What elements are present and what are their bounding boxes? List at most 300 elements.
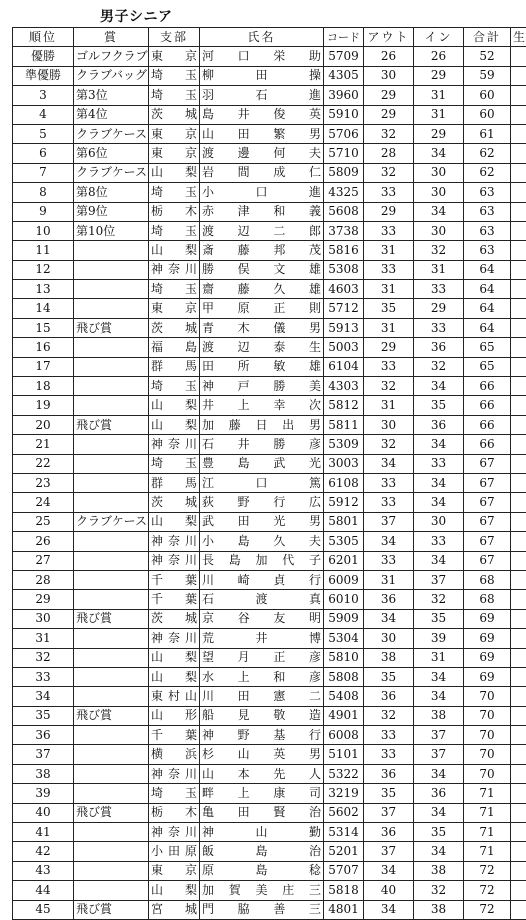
rank-cell: 13 — [13, 280, 74, 299]
code-cell: 6008 — [324, 726, 364, 745]
code-cell: 6010 — [324, 590, 364, 609]
extra-cell — [511, 842, 526, 861]
total-cell: 69 — [464, 667, 511, 686]
rank-cell: 19 — [13, 396, 74, 415]
name-cell: 柳田操 — [200, 66, 324, 85]
table-row — [13, 726, 526, 745]
name-cell: 飯島治 — [200, 842, 324, 861]
code-cell: 6009 — [324, 570, 364, 589]
in-cell: 35 — [414, 396, 464, 415]
code-cell: 6104 — [324, 357, 364, 376]
header-rank: 順位 — [13, 28, 74, 47]
branch-cell: 埼玉 — [149, 454, 200, 473]
extra-cell — [511, 861, 526, 880]
extra-cell — [511, 105, 526, 124]
branch-cell: 山梨 — [149, 881, 200, 900]
branch-cell: 千葉 — [149, 570, 200, 589]
table-row — [13, 842, 526, 861]
table-row — [13, 105, 526, 124]
table-row — [13, 454, 526, 473]
rank-cell: 22 — [13, 454, 74, 473]
total-cell: 64 — [464, 280, 511, 299]
table-row — [13, 803, 526, 822]
table-row — [13, 590, 526, 609]
out-cell: 37 — [364, 842, 414, 861]
branch-cell: 宮城 — [149, 900, 200, 919]
table-row — [13, 570, 526, 589]
branch-cell: 神奈川 — [149, 551, 200, 570]
prize-cell — [74, 280, 149, 299]
prize-cell — [74, 241, 149, 260]
name-cell: 加賀美庄三 — [200, 881, 324, 900]
table-row — [13, 823, 526, 842]
rank-cell: 34 — [13, 687, 74, 706]
table-row — [13, 377, 526, 396]
in-cell: 34 — [414, 473, 464, 492]
name-cell: 羽石進 — [200, 86, 324, 105]
name-cell: 齋藤久雄 — [200, 280, 324, 299]
out-cell: 32 — [364, 377, 414, 396]
out-cell: 31 — [364, 396, 414, 415]
branch-cell: 東京 — [149, 124, 200, 143]
name-cell: 原島稔 — [200, 861, 324, 880]
prize-cell: 飛び賞 — [74, 609, 149, 628]
header-code: コード — [324, 28, 364, 47]
total-cell: 70 — [464, 764, 511, 783]
table-row — [13, 280, 526, 299]
code-cell: 5608 — [324, 202, 364, 221]
prize-cell: 第4位 — [74, 105, 149, 124]
branch-cell: 神奈川 — [149, 764, 200, 783]
extra-cell — [511, 396, 526, 415]
total-cell: 65 — [464, 338, 511, 357]
total-cell: 71 — [464, 784, 511, 803]
name-cell: 武田光男 — [200, 512, 324, 531]
total-cell: 71 — [464, 803, 511, 822]
rank-cell: 21 — [13, 435, 74, 454]
header-prize: 賞 — [74, 28, 149, 47]
name-cell: 田所敏雄 — [200, 357, 324, 376]
name-cell: 河口栄助 — [200, 47, 324, 66]
prize-cell — [74, 823, 149, 842]
name-cell: 石渡真 — [200, 590, 324, 609]
in-cell: 29 — [414, 66, 464, 85]
extra-cell — [511, 745, 526, 764]
name-cell: 豊島武光 — [200, 454, 324, 473]
in-cell: 34 — [414, 551, 464, 570]
in-cell: 34 — [414, 144, 464, 163]
code-cell: 5308 — [324, 260, 364, 279]
table-row — [13, 144, 526, 163]
out-cell: 37 — [364, 512, 414, 531]
rank-cell: 28 — [13, 570, 74, 589]
total-cell: 68 — [464, 570, 511, 589]
extra-cell — [511, 706, 526, 725]
prize-cell — [74, 590, 149, 609]
code-cell: 5710 — [324, 144, 364, 163]
rank-cell: 7 — [13, 163, 74, 182]
out-cell: 34 — [364, 900, 414, 919]
code-cell: 5809 — [324, 163, 364, 182]
in-cell: 34 — [414, 493, 464, 512]
out-cell: 33 — [364, 745, 414, 764]
branch-cell: 横浜 — [149, 745, 200, 764]
prize-cell — [74, 338, 149, 357]
rank-cell: 42 — [13, 842, 74, 861]
table-row — [13, 415, 526, 434]
code-cell: 5408 — [324, 687, 364, 706]
total-cell: 63 — [464, 202, 511, 221]
rank-cell: 27 — [13, 551, 74, 570]
branch-cell: 東京 — [149, 861, 200, 880]
rank-cell: 35 — [13, 706, 74, 725]
total-cell: 70 — [464, 726, 511, 745]
table-row — [13, 86, 526, 105]
branch-cell: 東京 — [149, 144, 200, 163]
extra-cell — [511, 260, 526, 279]
rank-cell: 16 — [13, 338, 74, 357]
name-cell: 荒井博 — [200, 629, 324, 648]
in-cell: 34 — [414, 687, 464, 706]
extra-cell — [511, 435, 526, 454]
name-cell: 長島加代子 — [200, 551, 324, 570]
rank-cell: 18 — [13, 377, 74, 396]
rank-cell: 37 — [13, 745, 74, 764]
branch-cell: 山梨 — [149, 512, 200, 531]
table-row — [13, 493, 526, 512]
name-cell: 望月正彦 — [200, 648, 324, 667]
extra-cell — [511, 183, 526, 202]
code-cell: 3960 — [324, 86, 364, 105]
table-row — [13, 163, 526, 182]
code-cell: 4801 — [324, 900, 364, 919]
table-row — [13, 357, 526, 376]
extra-cell — [511, 280, 526, 299]
total-cell: 71 — [464, 842, 511, 861]
rank-cell: 20 — [13, 415, 74, 434]
code-cell: 5913 — [324, 318, 364, 337]
header-out: アウト — [364, 28, 414, 47]
prize-cell — [74, 648, 149, 667]
name-cell: 京谷友明 — [200, 609, 324, 628]
out-cell: 29 — [364, 86, 414, 105]
code-cell: 5322 — [324, 764, 364, 783]
out-cell: 32 — [364, 435, 414, 454]
in-cell: 37 — [414, 745, 464, 764]
rank-cell: 17 — [13, 357, 74, 376]
table-row — [13, 532, 526, 551]
branch-cell: 東村山 — [149, 687, 200, 706]
prize-cell — [74, 396, 149, 415]
name-cell: 山田繁男 — [200, 124, 324, 143]
table-row — [13, 667, 526, 686]
extra-cell — [511, 241, 526, 260]
out-cell: 33 — [364, 183, 414, 202]
table-row — [13, 784, 526, 803]
rank-cell: 25 — [13, 512, 74, 531]
total-cell: 66 — [464, 415, 511, 434]
rank-cell: 11 — [13, 241, 74, 260]
extra-cell — [511, 377, 526, 396]
in-cell: 34 — [414, 667, 464, 686]
out-cell: 34 — [364, 532, 414, 551]
code-cell: 5910 — [324, 105, 364, 124]
name-cell: 亀田賢治 — [200, 803, 324, 822]
prize-cell: 飛び賞 — [74, 803, 149, 822]
prize-cell: 第6位 — [74, 144, 149, 163]
out-cell: 32 — [364, 163, 414, 182]
in-cell: 29 — [414, 299, 464, 318]
table-row — [13, 609, 526, 628]
table-row — [13, 66, 526, 85]
name-cell: 渡邊何夫 — [200, 144, 324, 163]
extra-cell — [511, 66, 526, 85]
in-cell: 34 — [414, 803, 464, 822]
code-cell: 5816 — [324, 241, 364, 260]
prize-cell: 第3位 — [74, 86, 149, 105]
total-cell: 59 — [464, 66, 511, 85]
branch-cell: 埼玉 — [149, 280, 200, 299]
prize-cell: クラブケース — [74, 124, 149, 143]
table-row — [13, 648, 526, 667]
branch-cell: 埼玉 — [149, 784, 200, 803]
code-cell: 5811 — [324, 415, 364, 434]
out-cell: 30 — [364, 66, 414, 85]
extra-cell — [511, 570, 526, 589]
out-cell: 36 — [364, 687, 414, 706]
out-cell: 30 — [364, 629, 414, 648]
out-cell: 35 — [364, 299, 414, 318]
prize-cell: 第10位 — [74, 221, 149, 240]
extra-cell — [511, 823, 526, 842]
page-title: 男子シニア — [100, 6, 173, 26]
total-cell: 60 — [464, 86, 511, 105]
branch-cell: 山梨 — [149, 667, 200, 686]
total-cell: 66 — [464, 396, 511, 415]
prize-cell — [74, 473, 149, 492]
out-cell: 33 — [364, 493, 414, 512]
table-row — [13, 745, 526, 764]
in-cell: 38 — [414, 861, 464, 880]
table-row — [13, 221, 526, 240]
extra-cell — [511, 318, 526, 337]
branch-cell: 茨城 — [149, 318, 200, 337]
table-row — [13, 124, 526, 143]
name-cell: 勝俣文雄 — [200, 260, 324, 279]
table-row — [13, 512, 526, 531]
extra-cell — [511, 784, 526, 803]
code-cell: 4325 — [324, 183, 364, 202]
total-cell: 72 — [464, 861, 511, 880]
out-cell: 33 — [364, 551, 414, 570]
rank-cell: 26 — [13, 532, 74, 551]
code-cell: 5201 — [324, 842, 364, 861]
name-cell: 門脇善三 — [200, 900, 324, 919]
out-cell: 29 — [364, 105, 414, 124]
code-cell: 5706 — [324, 124, 364, 143]
code-cell: 5810 — [324, 648, 364, 667]
out-cell: 34 — [364, 454, 414, 473]
prize-cell — [74, 260, 149, 279]
prize-cell: 第8位 — [74, 183, 149, 202]
code-cell: 3003 — [324, 454, 364, 473]
in-cell: 30 — [414, 163, 464, 182]
extra-cell — [511, 144, 526, 163]
name-cell: 小島久夫 — [200, 532, 324, 551]
header-branch: 支部 — [149, 28, 200, 47]
name-cell: 神山勤 — [200, 823, 324, 842]
table-row — [13, 435, 526, 454]
header-name: 氏名 — [200, 28, 324, 47]
out-cell: 29 — [364, 202, 414, 221]
name-cell: 畔上康司 — [200, 784, 324, 803]
out-cell: 37 — [364, 803, 414, 822]
prize-cell: 飛び賞 — [74, 900, 149, 919]
extra-cell — [511, 512, 526, 531]
out-cell: 33 — [364, 473, 414, 492]
code-cell: 5812 — [324, 396, 364, 415]
total-cell: 72 — [464, 900, 511, 919]
branch-cell: 埼玉 — [149, 377, 200, 396]
total-cell: 70 — [464, 745, 511, 764]
out-cell: 33 — [364, 260, 414, 279]
branch-cell: 山形 — [149, 706, 200, 725]
header-in: イン — [414, 28, 464, 47]
branch-cell: 群馬 — [149, 357, 200, 376]
in-cell: 34 — [414, 435, 464, 454]
name-cell: 井上幸次 — [200, 396, 324, 415]
table-row — [13, 629, 526, 648]
total-cell: 68 — [464, 590, 511, 609]
total-cell: 69 — [464, 609, 511, 628]
branch-cell: 栃木 — [149, 202, 200, 221]
table-row — [13, 687, 526, 706]
rank-cell: 準優勝 — [13, 66, 74, 85]
extra-cell — [511, 415, 526, 434]
out-cell: 29 — [364, 338, 414, 357]
out-cell: 32 — [364, 124, 414, 143]
rank-cell: 24 — [13, 493, 74, 512]
out-cell: 34 — [364, 861, 414, 880]
prize-cell — [74, 726, 149, 745]
header-extra: 生 — [511, 28, 526, 47]
code-cell: 6201 — [324, 551, 364, 570]
rank-cell: 44 — [13, 881, 74, 900]
in-cell: 30 — [414, 512, 464, 531]
extra-cell — [511, 473, 526, 492]
extra-cell — [511, 454, 526, 473]
in-cell: 32 — [414, 881, 464, 900]
table-row — [13, 47, 526, 66]
total-cell: 60 — [464, 105, 511, 124]
code-cell: 3738 — [324, 221, 364, 240]
name-cell: 水上和彦 — [200, 667, 324, 686]
prize-cell: 飛び賞 — [74, 415, 149, 434]
total-cell: 63 — [464, 241, 511, 260]
extra-cell — [511, 47, 526, 66]
prize-cell: クラブケース — [74, 163, 149, 182]
extra-cell — [511, 532, 526, 551]
rank-cell: 39 — [13, 784, 74, 803]
branch-cell: 山梨 — [149, 396, 200, 415]
extra-cell — [511, 900, 526, 919]
branch-cell: 神奈川 — [149, 629, 200, 648]
prize-cell — [74, 784, 149, 803]
in-cell: 34 — [414, 202, 464, 221]
extra-cell — [511, 764, 526, 783]
in-cell: 39 — [414, 629, 464, 648]
extra-cell — [511, 163, 526, 182]
name-cell: 斎藤邦茂 — [200, 241, 324, 260]
out-cell: 33 — [364, 726, 414, 745]
table-row — [13, 299, 526, 318]
branch-cell: 山梨 — [149, 163, 200, 182]
code-cell: 5808 — [324, 667, 364, 686]
extra-cell — [511, 881, 526, 900]
rank-cell: 優勝 — [13, 47, 74, 66]
table-row — [13, 900, 526, 919]
table-row — [13, 764, 526, 783]
extra-cell — [511, 667, 526, 686]
code-cell: 5912 — [324, 493, 364, 512]
name-cell: 渡辺二郎 — [200, 221, 324, 240]
table-row — [13, 338, 526, 357]
in-cell: 34 — [414, 764, 464, 783]
total-cell: 69 — [464, 648, 511, 667]
table-row — [13, 396, 526, 415]
results-table — [12, 27, 526, 920]
total-cell: 64 — [464, 260, 511, 279]
prize-cell — [74, 745, 149, 764]
total-cell: 67 — [464, 473, 511, 492]
table-header-row — [13, 28, 526, 47]
total-cell: 61 — [464, 124, 511, 143]
code-cell: 3219 — [324, 784, 364, 803]
rank-cell: 30 — [13, 609, 74, 628]
branch-cell: 山梨 — [149, 648, 200, 667]
extra-cell — [511, 590, 526, 609]
total-cell: 70 — [464, 706, 511, 725]
prize-cell: ゴルフクラブ — [74, 47, 149, 66]
extra-cell — [511, 221, 526, 240]
rank-cell: 32 — [13, 648, 74, 667]
code-cell: 6108 — [324, 473, 364, 492]
prize-cell — [74, 532, 149, 551]
total-cell: 67 — [464, 532, 511, 551]
total-cell: 69 — [464, 629, 511, 648]
prize-cell — [74, 881, 149, 900]
code-cell: 5314 — [324, 823, 364, 842]
extra-cell — [511, 124, 526, 143]
in-cell: 31 — [414, 105, 464, 124]
header-total: 合計 — [464, 28, 511, 47]
prize-cell — [74, 493, 149, 512]
rank-cell: 45 — [13, 900, 74, 919]
branch-cell: 埼玉 — [149, 86, 200, 105]
prize-cell — [74, 667, 149, 686]
code-cell: 5801 — [324, 512, 364, 531]
code-cell: 5305 — [324, 532, 364, 551]
in-cell: 32 — [414, 241, 464, 260]
total-cell: 64 — [464, 299, 511, 318]
table-body — [13, 47, 526, 920]
branch-cell: 神奈川 — [149, 823, 200, 842]
rank-cell: 36 — [13, 726, 74, 745]
branch-cell: 東京 — [149, 47, 200, 66]
prize-cell — [74, 861, 149, 880]
name-cell: 加藤日出男 — [200, 415, 324, 434]
code-cell: 5707 — [324, 861, 364, 880]
